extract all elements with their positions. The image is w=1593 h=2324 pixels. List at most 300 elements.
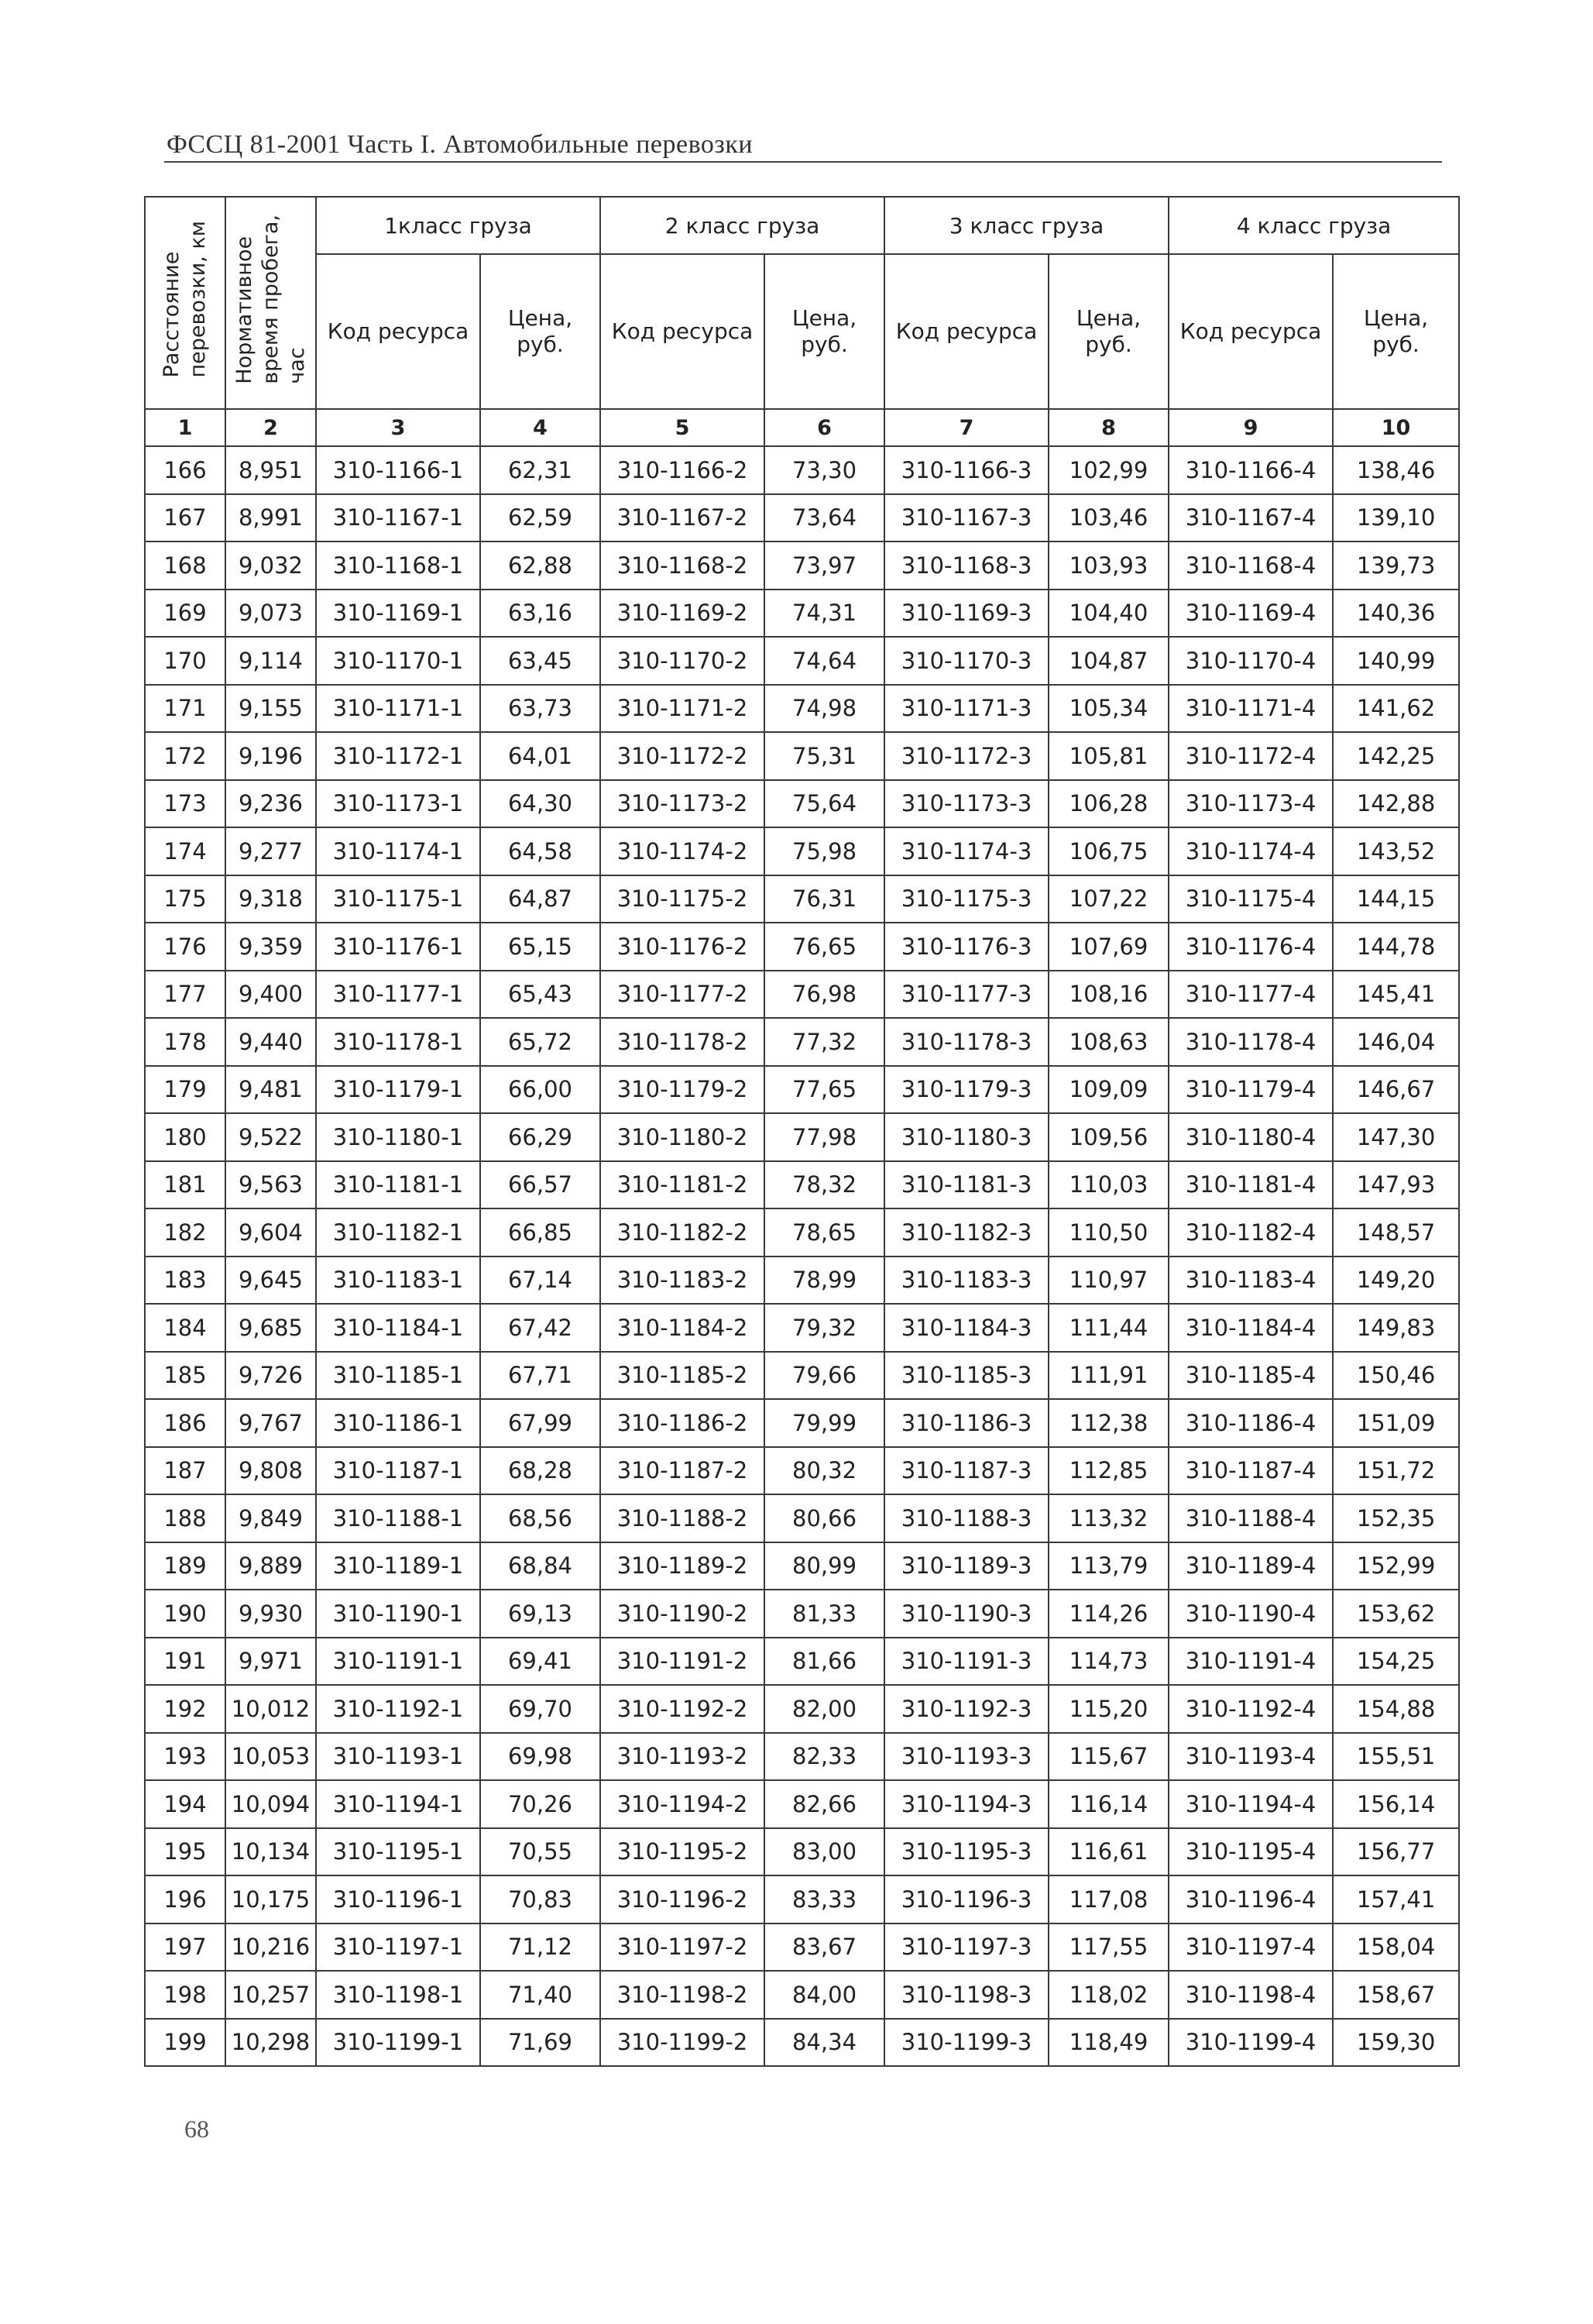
cell-price: 65,43 [480, 971, 600, 1019]
cell-norm-time: 9,155 [225, 685, 316, 733]
cell-norm-time: 9,604 [225, 1208, 316, 1257]
cell-distance: 173 [145, 780, 225, 828]
cell-resource-code: 310-1192-3 [884, 1685, 1049, 1733]
cell-resource-code: 310-1178-1 [316, 1018, 480, 1066]
cell-price: 105,81 [1049, 732, 1169, 780]
table-row [145, 1352, 1459, 1400]
cell-resource-code: 310-1170-1 [316, 637, 480, 685]
cell-resource-code: 310-1171-3 [884, 685, 1049, 733]
cell-price: 111,91 [1049, 1352, 1169, 1400]
cell-price: 68,84 [480, 1542, 600, 1590]
cell-price: 111,44 [1049, 1304, 1169, 1352]
cell-price: 64,01 [480, 732, 600, 780]
cell-norm-time: 10,134 [225, 1828, 316, 1876]
cell-distance: 181 [145, 1161, 225, 1209]
header-class-2: 2 класс груза [600, 197, 884, 254]
table-row [145, 971, 1459, 1019]
cell-resource-code: 310-1188-1 [316, 1494, 480, 1542]
cell-resource-code: 310-1187-1 [316, 1447, 480, 1495]
cell-distance: 186 [145, 1399, 225, 1447]
cell-price: 69,41 [480, 1638, 600, 1686]
cell-resource-code: 310-1194-4 [1169, 1780, 1333, 1828]
table-row [145, 923, 1459, 971]
cell-price: 116,61 [1049, 1828, 1169, 1876]
cell-price: 83,00 [764, 1828, 884, 1876]
cell-resource-code: 310-1182-4 [1169, 1208, 1333, 1257]
cell-resource-code: 310-1172-1 [316, 732, 480, 780]
cell-resource-code: 310-1169-1 [316, 590, 480, 638]
cell-price: 70,55 [480, 1828, 600, 1876]
cell-resource-code: 310-1170-3 [884, 637, 1049, 685]
table-row [145, 732, 1459, 780]
cell-distance: 179 [145, 1066, 225, 1114]
cell-price: 82,33 [764, 1733, 884, 1781]
table-row [145, 590, 1459, 638]
cell-price: 140,99 [1333, 637, 1459, 685]
cell-norm-time: 9,318 [225, 875, 316, 923]
cell-price: 151,72 [1333, 1447, 1459, 1495]
table-row [145, 1733, 1459, 1781]
header-distance: Расстояние перевозки, км [145, 197, 225, 409]
table-row [145, 1208, 1459, 1257]
cell-price: 150,46 [1333, 1352, 1459, 1400]
cell-price: 74,31 [764, 590, 884, 638]
cell-distance: 174 [145, 827, 225, 875]
cell-price: 108,16 [1049, 971, 1169, 1019]
cell-resource-code: 310-1183-4 [1169, 1257, 1333, 1305]
cell-resource-code: 310-1167-1 [316, 494, 480, 542]
cell-resource-code: 310-1192-2 [600, 1685, 764, 1733]
cell-resource-code: 310-1166-2 [600, 446, 764, 494]
column-number: 9 [1169, 409, 1333, 446]
cell-resource-code: 310-1182-1 [316, 1208, 480, 1257]
cell-price: 115,20 [1049, 1685, 1169, 1733]
cell-price: 108,63 [1049, 1018, 1169, 1066]
cell-resource-code: 310-1170-4 [1169, 637, 1333, 685]
cell-price: 118,02 [1049, 1971, 1169, 2019]
cell-price: 71,12 [480, 1923, 600, 1972]
cell-resource-code: 310-1197-1 [316, 1923, 480, 1972]
cell-resource-code: 310-1175-2 [600, 875, 764, 923]
cell-norm-time: 8,991 [225, 494, 316, 542]
cell-resource-code: 310-1190-3 [884, 1590, 1049, 1638]
cell-norm-time: 9,726 [225, 1352, 316, 1400]
header-price: Цена, руб. [1049, 254, 1169, 409]
cell-resource-code: 310-1176-4 [1169, 923, 1333, 971]
cell-resource-code: 310-1168-2 [600, 541, 764, 590]
cell-resource-code: 310-1170-2 [600, 637, 764, 685]
page-number: 68 [184, 2115, 209, 2143]
cell-resource-code: 310-1181-3 [884, 1161, 1049, 1209]
cell-resource-code: 310-1183-2 [600, 1257, 764, 1305]
cell-resource-code: 310-1193-4 [1169, 1733, 1333, 1781]
cell-price: 114,73 [1049, 1638, 1169, 1686]
table-row [145, 2019, 1459, 2067]
cell-resource-code: 310-1181-2 [600, 1161, 764, 1209]
table-row [145, 685, 1459, 733]
cell-resource-code: 310-1171-1 [316, 685, 480, 733]
column-number: 1 [145, 409, 225, 446]
cell-price: 105,34 [1049, 685, 1169, 733]
cell-distance: 185 [145, 1352, 225, 1400]
cell-distance: 166 [145, 446, 225, 494]
cell-norm-time: 9,522 [225, 1113, 316, 1161]
cell-norm-time: 9,236 [225, 780, 316, 828]
cell-price: 138,46 [1333, 446, 1459, 494]
cell-resource-code: 310-1169-3 [884, 590, 1049, 638]
table-row [145, 494, 1459, 542]
cell-norm-time: 9,808 [225, 1447, 316, 1495]
cell-norm-time: 9,849 [225, 1494, 316, 1542]
cell-price: 83,33 [764, 1875, 884, 1923]
cell-resource-code: 310-1195-2 [600, 1828, 764, 1876]
cell-resource-code: 310-1195-3 [884, 1828, 1049, 1876]
cell-resource-code: 310-1178-4 [1169, 1018, 1333, 1066]
table-row [145, 1923, 1459, 1972]
cell-resource-code: 310-1190-4 [1169, 1590, 1333, 1638]
cell-price: 67,71 [480, 1352, 600, 1400]
cell-price: 78,65 [764, 1208, 884, 1257]
cell-price: 102,99 [1049, 446, 1169, 494]
cell-price: 104,87 [1049, 637, 1169, 685]
cell-price: 103,46 [1049, 494, 1169, 542]
column-number: 3 [316, 409, 480, 446]
cell-price: 75,31 [764, 732, 884, 780]
cell-price: 152,99 [1333, 1542, 1459, 1590]
cell-price: 144,78 [1333, 923, 1459, 971]
table-body [145, 446, 1459, 2066]
cell-resource-code: 310-1185-4 [1169, 1352, 1333, 1400]
cell-resource-code: 310-1185-1 [316, 1352, 480, 1400]
cell-price: 139,73 [1333, 541, 1459, 590]
cell-resource-code: 310-1193-1 [316, 1733, 480, 1781]
cell-resource-code: 310-1184-3 [884, 1304, 1049, 1352]
table-row [145, 1161, 1459, 1209]
cell-price: 109,56 [1049, 1113, 1169, 1161]
cell-price: 66,85 [480, 1208, 600, 1257]
cell-resource-code: 310-1179-3 [884, 1066, 1049, 1114]
cell-norm-time: 9,032 [225, 541, 316, 590]
cell-resource-code: 310-1197-3 [884, 1923, 1049, 1972]
cell-resource-code: 310-1174-4 [1169, 827, 1333, 875]
cell-norm-time: 10,053 [225, 1733, 316, 1781]
cell-norm-time: 9,767 [225, 1399, 316, 1447]
table-row [145, 1399, 1459, 1447]
cell-price: 110,50 [1049, 1208, 1169, 1257]
table-row [145, 1780, 1459, 1828]
cell-resource-code: 310-1186-2 [600, 1399, 764, 1447]
cell-distance: 195 [145, 1828, 225, 1876]
cell-norm-time: 9,685 [225, 1304, 316, 1352]
cell-resource-code: 310-1188-3 [884, 1494, 1049, 1542]
cell-resource-code: 310-1196-3 [884, 1875, 1049, 1923]
cell-resource-code: 310-1193-2 [600, 1733, 764, 1781]
freight-rates-table [144, 196, 1460, 2067]
header-price: Цена, руб. [480, 254, 600, 409]
header-class-4: 4 класс груза [1169, 197, 1459, 254]
cell-norm-time: 10,094 [225, 1780, 316, 1828]
cell-price: 107,22 [1049, 875, 1169, 923]
cell-price: 106,28 [1049, 780, 1169, 828]
table-row [145, 1066, 1459, 1114]
cell-price: 71,40 [480, 1971, 600, 2019]
cell-resource-code: 310-1188-4 [1169, 1494, 1333, 1542]
cell-norm-time: 9,645 [225, 1257, 316, 1305]
cell-price: 70,26 [480, 1780, 600, 1828]
cell-resource-code: 310-1190-1 [316, 1590, 480, 1638]
cell-resource-code: 310-1197-4 [1169, 1923, 1333, 1972]
cell-resource-code: 310-1173-1 [316, 780, 480, 828]
cell-resource-code: 310-1168-4 [1169, 541, 1333, 590]
cell-price: 156,14 [1333, 1780, 1459, 1828]
cell-distance: 194 [145, 1780, 225, 1828]
cell-price: 79,32 [764, 1304, 884, 1352]
cell-price: 77,98 [764, 1113, 884, 1161]
header-class-3: 3 класс груза [884, 197, 1169, 254]
cell-norm-time: 10,012 [225, 1685, 316, 1733]
cell-price: 106,75 [1049, 827, 1169, 875]
cell-price: 148,57 [1333, 1208, 1459, 1257]
cell-resource-code: 310-1189-3 [884, 1542, 1049, 1590]
cell-norm-time: 9,971 [225, 1638, 316, 1686]
cell-resource-code: 310-1199-3 [884, 2019, 1049, 2067]
header-price: Цена, руб. [1333, 254, 1459, 409]
cell-resource-code: 310-1173-2 [600, 780, 764, 828]
cell-price: 76,31 [764, 875, 884, 923]
cell-price: 149,20 [1333, 1257, 1459, 1305]
cell-resource-code: 310-1191-3 [884, 1638, 1049, 1686]
cell-resource-code: 310-1195-4 [1169, 1828, 1333, 1876]
table-row [145, 1638, 1459, 1686]
cell-norm-time: 9,073 [225, 590, 316, 638]
cell-price: 82,00 [764, 1685, 884, 1733]
cell-price: 69,13 [480, 1590, 600, 1638]
cell-price: 80,99 [764, 1542, 884, 1590]
cell-norm-time: 10,216 [225, 1923, 316, 1972]
header-class-1: 1класс груза [316, 197, 600, 254]
cell-distance: 197 [145, 1923, 225, 1972]
column-number: 4 [480, 409, 600, 446]
table-row [145, 1113, 1459, 1161]
cell-resource-code: 310-1198-3 [884, 1971, 1049, 2019]
cell-distance: 192 [145, 1685, 225, 1733]
table-row [145, 1685, 1459, 1733]
cell-price: 113,32 [1049, 1494, 1169, 1542]
cell-price: 151,09 [1333, 1399, 1459, 1447]
cell-resource-code: 310-1195-1 [316, 1828, 480, 1876]
cell-price: 63,16 [480, 590, 600, 638]
header-resource-code: Код ресурса [884, 254, 1049, 409]
cell-resource-code: 310-1172-3 [884, 732, 1049, 780]
cell-price: 146,67 [1333, 1066, 1459, 1114]
cell-price: 76,65 [764, 923, 884, 971]
cell-price: 74,98 [764, 685, 884, 733]
cell-price: 66,00 [480, 1066, 600, 1114]
cell-distance: 178 [145, 1018, 225, 1066]
cell-price: 143,52 [1333, 827, 1459, 875]
cell-resource-code: 310-1196-2 [600, 1875, 764, 1923]
table-row [145, 1304, 1459, 1352]
cell-resource-code: 310-1199-2 [600, 2019, 764, 2067]
cell-norm-time: 9,277 [225, 827, 316, 875]
cell-resource-code: 310-1189-1 [316, 1542, 480, 1590]
cell-price: 81,33 [764, 1590, 884, 1638]
cell-distance: 189 [145, 1542, 225, 1590]
cell-price: 71,69 [480, 2019, 600, 2067]
cell-distance: 188 [145, 1494, 225, 1542]
cell-price: 118,49 [1049, 2019, 1169, 2067]
cell-distance: 170 [145, 637, 225, 685]
cell-price: 142,25 [1333, 732, 1459, 780]
header-norm-time: Нормативное время пробега, час [225, 197, 316, 409]
cell-price: 65,15 [480, 923, 600, 971]
cell-price: 158,04 [1333, 1923, 1459, 1972]
table-row [145, 1590, 1459, 1638]
cell-price: 80,32 [764, 1447, 884, 1495]
header-price: Цена, руб. [764, 254, 884, 409]
cell-price: 112,38 [1049, 1399, 1169, 1447]
cell-distance: 199 [145, 2019, 225, 2067]
cell-price: 69,70 [480, 1685, 600, 1733]
cell-resource-code: 310-1180-3 [884, 1113, 1049, 1161]
cell-price: 80,66 [764, 1494, 884, 1542]
cell-price: 117,08 [1049, 1875, 1169, 1923]
cell-price: 84,00 [764, 1971, 884, 2019]
cell-resource-code: 310-1180-1 [316, 1113, 480, 1161]
table-row [145, 1018, 1459, 1066]
table-row [145, 541, 1459, 590]
cell-distance: 169 [145, 590, 225, 638]
header-rule [164, 161, 1442, 163]
table-row [145, 827, 1459, 875]
cell-resource-code: 310-1187-4 [1169, 1447, 1333, 1495]
cell-norm-time: 8,951 [225, 446, 316, 494]
cell-distance: 168 [145, 541, 225, 590]
cell-resource-code: 310-1173-4 [1169, 780, 1333, 828]
cell-resource-code: 310-1168-3 [884, 541, 1049, 590]
cell-resource-code: 310-1194-1 [316, 1780, 480, 1828]
cell-norm-time: 9,400 [225, 971, 316, 1019]
cell-resource-code: 310-1169-4 [1169, 590, 1333, 638]
cell-price: 117,55 [1049, 1923, 1169, 1972]
cell-resource-code: 310-1183-1 [316, 1257, 480, 1305]
cell-distance: 182 [145, 1208, 225, 1257]
cell-price: 78,99 [764, 1257, 884, 1305]
cell-price: 62,31 [480, 446, 600, 494]
cell-price: 103,93 [1049, 541, 1169, 590]
cell-resource-code: 310-1167-3 [884, 494, 1049, 542]
cell-price: 81,66 [764, 1638, 884, 1686]
cell-resource-code: 310-1166-1 [316, 446, 480, 494]
cell-price: 110,03 [1049, 1161, 1169, 1209]
column-number: 6 [764, 409, 884, 446]
cell-resource-code: 310-1192-1 [316, 1685, 480, 1733]
column-number: 8 [1049, 409, 1169, 446]
cell-resource-code: 310-1182-2 [600, 1208, 764, 1257]
table-row [145, 1875, 1459, 1923]
cell-resource-code: 310-1175-3 [884, 875, 1049, 923]
cell-resource-code: 310-1186-1 [316, 1399, 480, 1447]
cell-resource-code: 310-1168-1 [316, 541, 480, 590]
cell-price: 152,35 [1333, 1494, 1459, 1542]
column-number: 2 [225, 409, 316, 446]
cell-price: 107,69 [1049, 923, 1169, 971]
cell-price: 157,41 [1333, 1875, 1459, 1923]
cell-distance: 176 [145, 923, 225, 971]
cell-resource-code: 310-1173-3 [884, 780, 1049, 828]
cell-norm-time: 10,298 [225, 2019, 316, 2067]
cell-resource-code: 310-1185-2 [600, 1352, 764, 1400]
cell-resource-code: 310-1177-2 [600, 971, 764, 1019]
cell-price: 76,98 [764, 971, 884, 1019]
cell-resource-code: 310-1183-3 [884, 1257, 1049, 1305]
cell-price: 64,58 [480, 827, 600, 875]
cell-norm-time: 10,257 [225, 1971, 316, 2019]
cell-resource-code: 310-1178-2 [600, 1018, 764, 1066]
cell-distance: 171 [145, 685, 225, 733]
cell-resource-code: 310-1188-2 [600, 1494, 764, 1542]
cell-price: 140,36 [1333, 590, 1459, 638]
cell-resource-code: 310-1191-2 [600, 1638, 764, 1686]
cell-norm-time: 9,481 [225, 1066, 316, 1114]
cell-resource-code: 310-1189-2 [600, 1542, 764, 1590]
column-number: 10 [1333, 409, 1459, 446]
cell-resource-code: 310-1184-1 [316, 1304, 480, 1352]
cell-norm-time: 9,359 [225, 923, 316, 971]
cell-price: 63,73 [480, 685, 600, 733]
cell-price: 78,32 [764, 1161, 884, 1209]
cell-resource-code: 310-1167-4 [1169, 494, 1333, 542]
cell-norm-time: 9,440 [225, 1018, 316, 1066]
cell-resource-code: 310-1179-4 [1169, 1066, 1333, 1114]
cell-resource-code: 310-1169-2 [600, 590, 764, 638]
cell-resource-code: 310-1174-3 [884, 827, 1049, 875]
cell-distance: 191 [145, 1638, 225, 1686]
cell-resource-code: 310-1192-4 [1169, 1685, 1333, 1733]
cell-resource-code: 310-1190-2 [600, 1590, 764, 1638]
cell-price: 146,04 [1333, 1018, 1459, 1066]
cell-resource-code: 310-1174-1 [316, 827, 480, 875]
cell-price: 66,57 [480, 1161, 600, 1209]
cell-price: 75,64 [764, 780, 884, 828]
table-row [145, 1828, 1459, 1876]
cell-norm-time: 9,114 [225, 637, 316, 685]
cell-price: 141,62 [1333, 685, 1459, 733]
cell-price: 142,88 [1333, 780, 1459, 828]
cell-norm-time: 9,930 [225, 1590, 316, 1638]
cell-price: 139,10 [1333, 494, 1459, 542]
cell-price: 77,32 [764, 1018, 884, 1066]
cell-norm-time: 9,196 [225, 732, 316, 780]
table-row [145, 1542, 1459, 1590]
cell-price: 147,93 [1333, 1161, 1459, 1209]
cell-resource-code: 310-1181-4 [1169, 1161, 1333, 1209]
cell-distance: 184 [145, 1304, 225, 1352]
cell-resource-code: 310-1177-1 [316, 971, 480, 1019]
cell-resource-code: 310-1197-2 [600, 1923, 764, 1972]
cell-price: 158,67 [1333, 1971, 1459, 2019]
cell-resource-code: 310-1198-4 [1169, 1971, 1333, 2019]
cell-resource-code: 310-1180-4 [1169, 1113, 1333, 1161]
table-row [145, 780, 1459, 828]
cell-resource-code: 310-1166-4 [1169, 446, 1333, 494]
table-row [145, 1971, 1459, 2019]
cell-price: 67,42 [480, 1304, 600, 1352]
cell-price: 65,72 [480, 1018, 600, 1066]
cell-price: 147,30 [1333, 1113, 1459, 1161]
cell-norm-time: 9,563 [225, 1161, 316, 1209]
cell-distance: 187 [145, 1447, 225, 1495]
